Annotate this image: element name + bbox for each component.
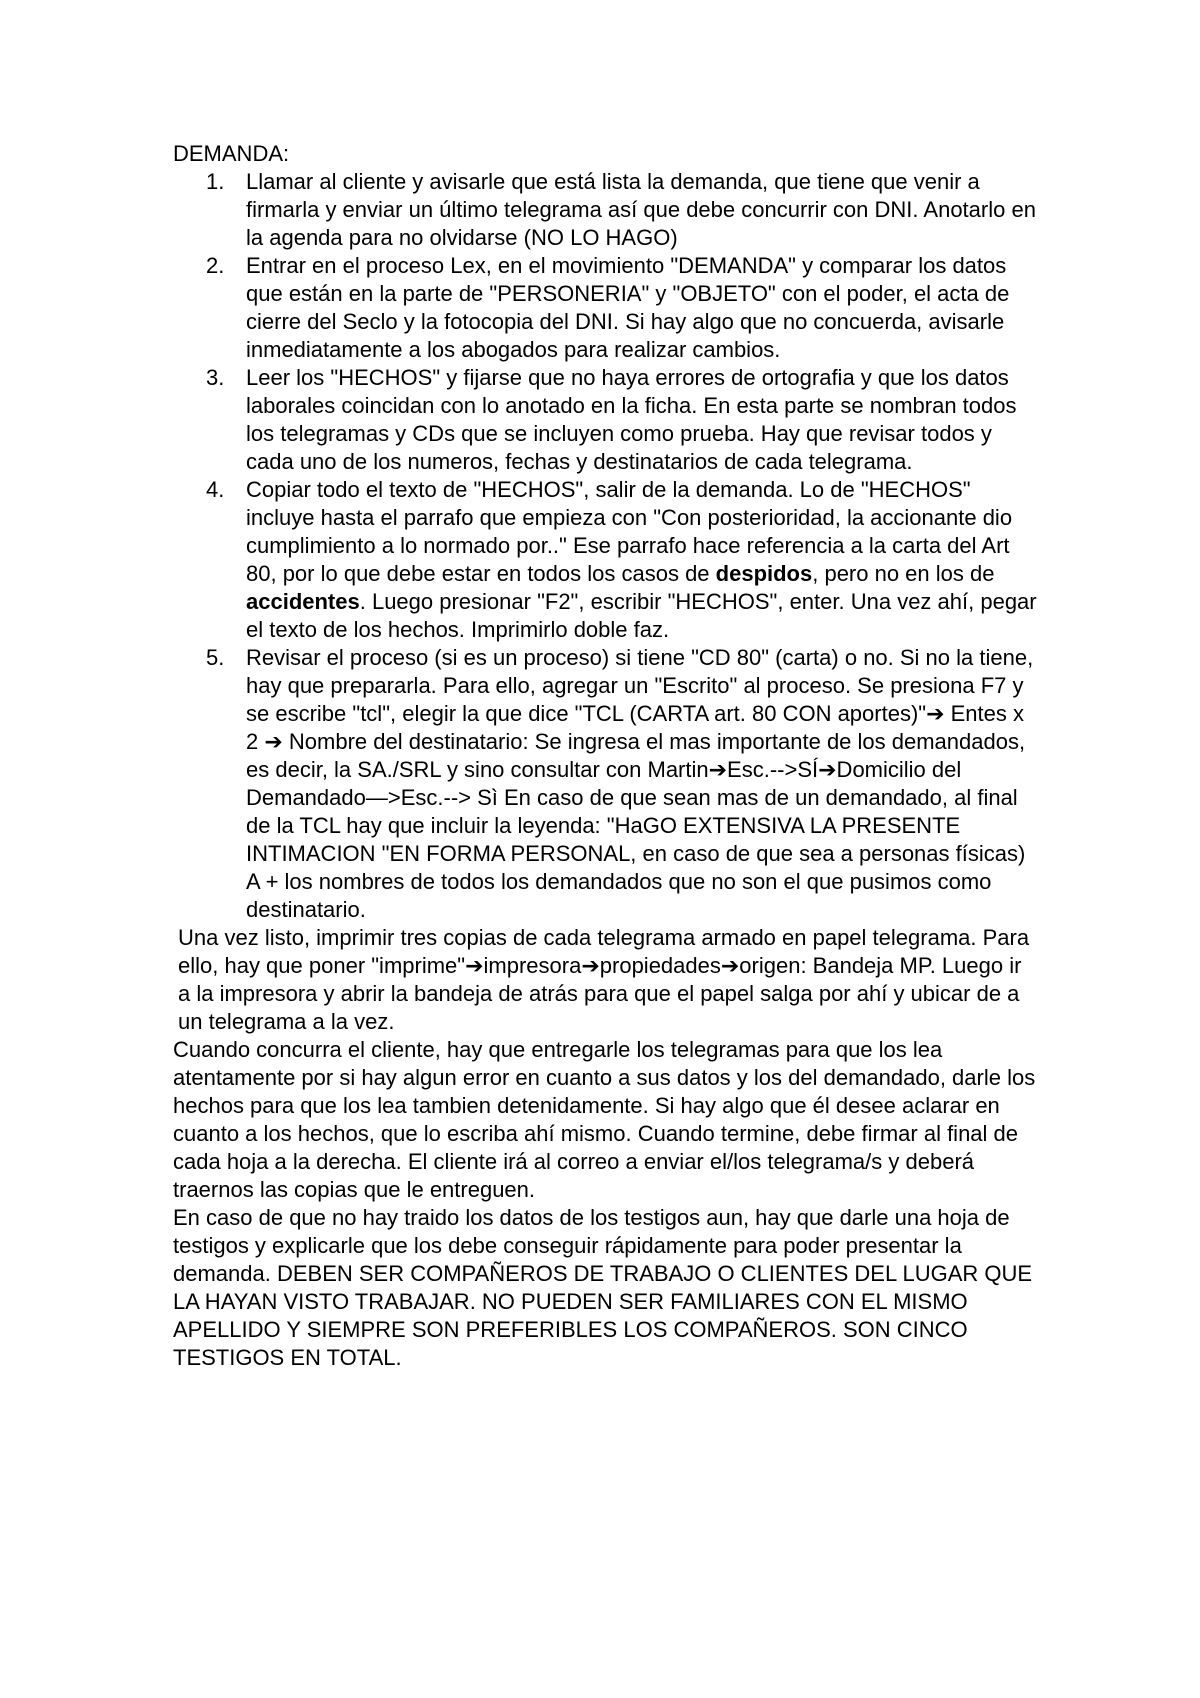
steps-list — [173, 168, 1039, 924]
list-item-text-part: . Luego presionar "F2", escribir "HECHOS", enter. Una vez ahí, pegar el texto de los hechos. Imprimirlo doble faz. — [246, 589, 1037, 642]
list-item-number: 5. — [206, 645, 225, 670]
list-item-text: Revisar el proceso (si es un proceso) si tiene "CD 80" (carta) o no. Si no la tiene, hay que prepararla. Para ello, agregar un "Escrito" al proceso. Se presiona F7 y se escribe "tcl", elegir la que dice "TCL (CARTA art. 80 CON aportes)"➔ Entes x 2 ➔ Nombre del destinatario: Se ingresa el mas importante de los demandados, es decir, la SA./SRL y sino consultar con Martin➔Esc.-->SÍ➔Domicilio del Demandado—>Esc.--> Sì En caso de que sean mas de un demandado, al final de la TCL hay que incluir la leyenda: "HaGO EXTENSIVA LA PRESENTE INTIMACION "EN FORMA PERSONAL, en caso de que sea a personas físicas) A + los nombres de todos los demandados que no son el que pusimos como destinatario. — [246, 645, 1034, 922]
paragraph-client-visit: Cuando concurra el cliente, hay que entregarle los telegramas para que los lea atentamente por si hay algun error en cuanto a sus datos y los del demandado, darle los hechos para que los lea tambien detenidamente. Si hay algo que él desee aclarar en cuanto a los hechos, que lo escriba ahí mismo. Cuando termine, debe firmar al final de cada hoja a la derecha. El cliente irá al correo a enviar el/los telegrama/s y deberá traernos las copias que le entreguen. — [173, 1037, 1036, 1202]
list-item-text-part: Copiar todo el texto de "HECHOS", salir de la demanda. Lo de "HECHOS" incluye hasta el parrafo que empieza con "Con posterioridad, la accionante dio cumplimiento a lo normado por.." Ese parrafo hace referencia a la carta del Art 80, por lo que debe estar en todos los casos de — [246, 477, 1013, 586]
paragraph-witnesses: En caso de que no hay traido los datos de los testigos aun, hay que darle una hoja de testigos y explicarle que los debe conseguir rápidamente para poder presentar la demanda. DEBEN SER COMPAÑEROS DE TRABAJO O CLIENTES DEL LUGAR QUE LA HAYAN VISTO TRABAJAR. NO PUEDEN SER FAMILIARES CON EL MISMO APELLIDO Y SIEMPRE SON PREFERIBLES LOS COMPAÑEROS. SON CINCO TESTIGOS EN TOTAL. — [173, 1205, 1033, 1370]
list-item — [173, 476, 1039, 644]
list-item-number: 4. — [206, 477, 225, 502]
bold-term-despidos: despidos — [715, 561, 813, 586]
list-item-text-part: , pero no en los de — [812, 561, 995, 586]
list-item-text: Llamar al cliente y avisarle que está lista la demanda, que tiene que venir a firmarla y enviar un último telegrama así que debe concurrir con DNI. Anotarlo en la agenda para no olvidarse (NO LO HAGO) — [246, 169, 1036, 250]
list-item — [173, 168, 1039, 252]
document-heading: DEMANDA: — [173, 141, 290, 166]
list-item — [173, 644, 1039, 924]
list-item — [173, 252, 1039, 364]
list-item — [173, 364, 1039, 476]
list-item-text: Entrar en el proceso Lex, en el movimiento "DEMANDA" y comparar los datos que están en la parte de "PERSONERIA" y "OBJETO" con el poder, el acta de cierre del Seclo y la fotocopia del DNI. Si hay algo que no concuerda, avisarle inmediatamente a los abogados para realizar cambios. — [246, 253, 1010, 362]
list-item-text: Leer los "HECHOS" y fijarse que no haya errores de ortografia y que los datos laborales coincidan con lo anotado en la ficha. En esta parte se nombran todos los telegramas y CDs que se incluyen como prueba. Hay que revisar todos y cada uno de los numeros, fechas y destinatarios de cada telegrama. — [246, 365, 1017, 474]
document-page — [173, 140, 1039, 1372]
list-item-number: 1. — [206, 169, 225, 194]
paragraph-printing: Una vez listo, imprimir tres copias de cada telegrama armado en papel telegrama. Para ello, hay que poner "imprime"➔impresora➔propiedades➔origen: Bandeja MP. Luego ir a la impresora y abrir la bandeja de atrás para que el papel salga por ahí y ubicar de a un telegrama a la vez. — [178, 925, 1030, 1034]
list-item-number: 3. — [206, 365, 225, 390]
list-item-number: 2. — [206, 253, 225, 278]
bold-term-accidentes: accidentes — [246, 589, 360, 614]
